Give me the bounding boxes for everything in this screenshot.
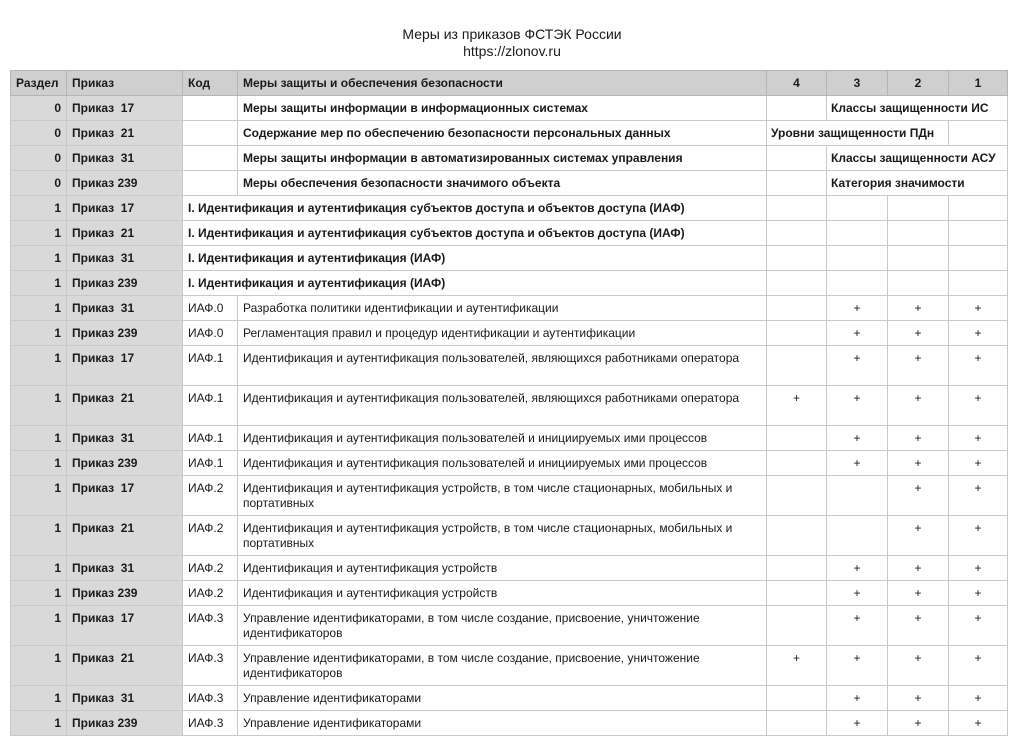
- order-cell: Приказ 239: [67, 171, 183, 196]
- level-3-cell: [827, 196, 888, 221]
- measure-cell: Меры защиты информации в информационных системах: [238, 96, 767, 121]
- table-row: [11, 516, 1008, 556]
- code-cell: ИАФ.3: [183, 646, 238, 686]
- level-1-cell: +: [949, 516, 1008, 556]
- level-1-cell: +: [949, 646, 1008, 686]
- level-4-cell: [767, 346, 827, 386]
- table-row: [11, 196, 1008, 221]
- code-cell: ИАФ.0: [183, 321, 238, 346]
- table-row: [11, 271, 1008, 296]
- level-3-cell: +: [827, 346, 888, 386]
- level-1-cell: +: [949, 686, 1008, 711]
- code-cell: ИАФ.0: [183, 296, 238, 321]
- level-2-cell: +: [888, 556, 949, 581]
- table-row: [11, 321, 1008, 346]
- level-4-cell: [767, 581, 827, 606]
- level-4-cell: [767, 171, 827, 196]
- level-3-cell: +: [827, 581, 888, 606]
- order-cell: Приказ 17: [67, 606, 183, 646]
- code-cell: [183, 96, 238, 121]
- order-cell: Приказ 21: [67, 646, 183, 686]
- section-cell: 0: [11, 121, 67, 146]
- order-cell: Приказ 239: [67, 271, 183, 296]
- level-3-cell: [827, 271, 888, 296]
- measure-cell: I. Идентификация и аутентификация субъектов доступа и объектов доступа (ИАФ): [183, 221, 767, 246]
- level-2-cell: +: [888, 581, 949, 606]
- order-cell: Приказ 239: [67, 581, 183, 606]
- order-cell: Приказ 31: [67, 426, 183, 451]
- table-row: [11, 146, 1008, 171]
- measure-cell: Идентификация и аутентификация пользователей и инициируемых ими процессов: [238, 451, 767, 476]
- level-4-cell: [767, 556, 827, 581]
- table-row: [11, 386, 1008, 426]
- level-2-cell: [888, 246, 949, 271]
- code-cell: ИАФ.1: [183, 386, 238, 426]
- table-row: [11, 171, 1008, 196]
- section-cell: 1: [11, 321, 67, 346]
- level-3-cell: +: [827, 386, 888, 426]
- order-cell: Приказ 17: [67, 476, 183, 516]
- column-header-level-4[interactable]: 4: [767, 71, 827, 96]
- level-1-cell: +: [949, 321, 1008, 346]
- level-2-cell: +: [888, 346, 949, 386]
- table-row: [11, 96, 1008, 121]
- level-3-cell: +: [827, 646, 888, 686]
- code-cell: ИАФ.2: [183, 476, 238, 516]
- code-cell: ИАФ.1: [183, 346, 238, 386]
- order-cell: Приказ 31: [67, 686, 183, 711]
- level-4-cell: [767, 451, 827, 476]
- section-cell: 1: [11, 246, 67, 271]
- level-4-cell: [767, 221, 827, 246]
- section-cell: 1: [11, 476, 67, 516]
- document-title: Меры из приказов ФСТЭК России: [402, 26, 622, 42]
- order-cell: Приказ 31: [67, 246, 183, 271]
- level-4-cell: [767, 96, 827, 121]
- column-header-level-2[interactable]: 2: [888, 71, 949, 96]
- section-cell: 0: [11, 146, 67, 171]
- code-cell: ИАФ.2: [183, 556, 238, 581]
- level-1-cell: +: [949, 581, 1008, 606]
- level-3-cell: [827, 246, 888, 271]
- order-cell: Приказ 239: [67, 321, 183, 346]
- level-group-label: Классы защищенности ИС: [827, 96, 1008, 121]
- level-1-cell: [949, 246, 1008, 271]
- level-3-cell: +: [827, 556, 888, 581]
- level-2-cell: +: [888, 426, 949, 451]
- level-2-cell: +: [888, 646, 949, 686]
- order-cell: Приказ 239: [67, 711, 183, 736]
- measure-cell: Содержание мер по обеспечению безопасности персональных данных: [238, 121, 767, 146]
- section-cell: 1: [11, 221, 67, 246]
- level-group-label: Классы защищенности АСУ: [827, 146, 1008, 171]
- level-3-cell: +: [827, 296, 888, 321]
- level-2-cell: +: [888, 451, 949, 476]
- table-row: [11, 346, 1008, 386]
- measure-cell: Идентификация и аутентификация пользователей, являющихся работниками оператора: [238, 346, 767, 386]
- section-cell: 1: [11, 686, 67, 711]
- level-1-cell: +: [949, 426, 1008, 451]
- level-2-cell: +: [888, 386, 949, 426]
- level-1-cell: +: [949, 386, 1008, 426]
- level-1-cell: +: [949, 606, 1008, 646]
- level-2-cell: +: [888, 476, 949, 516]
- level-1-cell: +: [949, 556, 1008, 581]
- table-row: [11, 556, 1008, 581]
- table-row: [11, 581, 1008, 606]
- order-cell: Приказ 17: [67, 96, 183, 121]
- level-4-cell: [767, 196, 827, 221]
- level-2-cell: +: [888, 606, 949, 646]
- measure-cell: Идентификация и аутентификация устройств, в том числе стационарных, мобильных и портативных: [238, 516, 767, 556]
- level-4-cell: +: [767, 646, 827, 686]
- section-cell: 1: [11, 271, 67, 296]
- table-row: [11, 686, 1008, 711]
- level-3-cell: [827, 476, 888, 516]
- section-cell: 1: [11, 646, 67, 686]
- level-2-cell: +: [888, 686, 949, 711]
- measure-cell: Регламентация правил и процедур идентификации и аутентификации: [238, 321, 767, 346]
- measure-cell: Идентификация и аутентификация устройств, в том числе стационарных, мобильных и портативных: [238, 476, 767, 516]
- section-cell: 1: [11, 386, 67, 426]
- order-cell: Приказ 21: [67, 516, 183, 556]
- section-cell: 1: [11, 711, 67, 736]
- level-4-cell: [767, 246, 827, 271]
- measure-cell: Управление идентификаторами, в том числе создание, присвоение, уничтожение идентификаторов: [238, 606, 767, 646]
- level-3-cell: +: [827, 451, 888, 476]
- column-header-level-1[interactable]: 1: [949, 71, 1008, 96]
- measure-cell: Управление идентификаторами: [238, 711, 767, 736]
- level-3-cell: +: [827, 321, 888, 346]
- level-3-cell: [827, 516, 888, 556]
- order-cell: Приказ 31: [67, 296, 183, 321]
- code-cell: [183, 121, 238, 146]
- level-1-cell: +: [949, 476, 1008, 516]
- code-cell: ИАФ.1: [183, 451, 238, 476]
- level-1-cell: [949, 121, 1008, 146]
- level-group-label: Категория значимости: [827, 171, 1008, 196]
- level-1-cell: [949, 271, 1008, 296]
- table-row: [11, 221, 1008, 246]
- measure-cell: I. Идентификация и аутентификация (ИАФ): [183, 246, 767, 271]
- order-cell: Приказ 21: [67, 121, 183, 146]
- level-4-cell: [767, 271, 827, 296]
- level-3-cell: +: [827, 711, 888, 736]
- column-header-order[interactable]: Приказ: [67, 71, 183, 96]
- table-row: [11, 426, 1008, 451]
- level-4-cell: [767, 606, 827, 646]
- level-1-cell: [949, 221, 1008, 246]
- section-cell: 0: [11, 96, 67, 121]
- code-cell: ИАФ.3: [183, 711, 238, 736]
- column-header-level-3[interactable]: 3: [827, 71, 888, 96]
- level-4-cell: [767, 146, 827, 171]
- document-subtitle: https://zlonov.ru: [463, 43, 561, 59]
- level-3-cell: +: [827, 606, 888, 646]
- level-2-cell: [888, 271, 949, 296]
- level-3-cell: +: [827, 426, 888, 451]
- level-1-cell: [949, 196, 1008, 221]
- code-cell: ИАФ.1: [183, 426, 238, 451]
- section-cell: 1: [11, 346, 67, 386]
- section-cell: 1: [11, 296, 67, 321]
- section-cell: 1: [11, 516, 67, 556]
- table-body: [11, 96, 1008, 736]
- level-4-cell: [767, 476, 827, 516]
- order-cell: Приказ 17: [67, 196, 183, 221]
- level-4-cell: [767, 516, 827, 556]
- code-cell: [183, 146, 238, 171]
- level-2-cell: +: [888, 296, 949, 321]
- column-header-code[interactable]: Код: [183, 71, 238, 96]
- level-1-cell: +: [949, 711, 1008, 736]
- section-cell: 1: [11, 581, 67, 606]
- column-header-measure[interactable]: Меры защиты и обеспечения безопасности: [238, 71, 767, 96]
- measure-cell: Разработка политики идентификации и аутентификации: [238, 296, 767, 321]
- measure-cell: Меры обеспечения безопасности значимого объекта: [238, 171, 767, 196]
- level-2-cell: [888, 196, 949, 221]
- level-4-cell: [767, 711, 827, 736]
- order-cell: Приказ 17: [67, 346, 183, 386]
- section-cell: 1: [11, 556, 67, 581]
- table-row: [11, 246, 1008, 271]
- code-cell: ИАФ.2: [183, 516, 238, 556]
- level-4-cell: [767, 296, 827, 321]
- table-row: [11, 296, 1008, 321]
- measure-cell: Идентификация и аутентификация устройств: [238, 556, 767, 581]
- level-3-cell: [827, 221, 888, 246]
- table-row: [11, 646, 1008, 686]
- measure-cell: Управление идентификаторами, в том числе создание, присвоение, уничтожение идентификаторов: [238, 646, 767, 686]
- table-row: [11, 606, 1008, 646]
- level-group-label: Уровни защищенности ПДн: [767, 121, 949, 146]
- measure-cell: Меры защиты информации в автоматизированных системах управления: [238, 146, 767, 171]
- level-2-cell: [888, 221, 949, 246]
- level-4-cell: +: [767, 386, 827, 426]
- level-2-cell: +: [888, 321, 949, 346]
- section-cell: 0: [11, 171, 67, 196]
- code-cell: ИАФ.2: [183, 581, 238, 606]
- measure-cell: Управление идентификаторами: [238, 686, 767, 711]
- measure-cell: I. Идентификация и аутентификация (ИАФ): [183, 271, 767, 296]
- level-4-cell: [767, 686, 827, 711]
- code-cell: [183, 171, 238, 196]
- order-cell: Приказ 21: [67, 221, 183, 246]
- section-cell: 1: [11, 606, 67, 646]
- level-2-cell: +: [888, 516, 949, 556]
- column-header-section[interactable]: Раздел: [11, 71, 67, 96]
- level-4-cell: [767, 321, 827, 346]
- section-cell: 1: [11, 451, 67, 476]
- order-cell: Приказ 31: [67, 146, 183, 171]
- level-1-cell: +: [949, 451, 1008, 476]
- code-cell: ИАФ.3: [183, 606, 238, 646]
- table-row: [11, 711, 1008, 736]
- level-2-cell: +: [888, 711, 949, 736]
- level-4-cell: [767, 426, 827, 451]
- measure-cell: Идентификация и аутентификация устройств: [238, 581, 767, 606]
- level-3-cell: +: [827, 686, 888, 711]
- table-row: [11, 121, 1008, 146]
- table-header-row: [11, 71, 1008, 96]
- section-cell: 1: [11, 196, 67, 221]
- section-cell: 1: [11, 426, 67, 451]
- order-cell: Приказ 21: [67, 386, 183, 426]
- order-cell: Приказ 31: [67, 556, 183, 581]
- level-1-cell: +: [949, 296, 1008, 321]
- measure-cell: I. Идентификация и аутентификация субъектов доступа и объектов доступа (ИАФ): [183, 196, 767, 221]
- measures-table: [10, 70, 1008, 736]
- table-row: [11, 476, 1008, 516]
- document-header: [0, 0, 1024, 70]
- measure-cell: Идентификация и аутентификация пользователей, являющихся работниками оператора: [238, 386, 767, 426]
- code-cell: ИАФ.3: [183, 686, 238, 711]
- measure-cell: Идентификация и аутентификация пользователей и инициируемых ими процессов: [238, 426, 767, 451]
- table-row: [11, 451, 1008, 476]
- level-1-cell: +: [949, 346, 1008, 386]
- order-cell: Приказ 239: [67, 451, 183, 476]
